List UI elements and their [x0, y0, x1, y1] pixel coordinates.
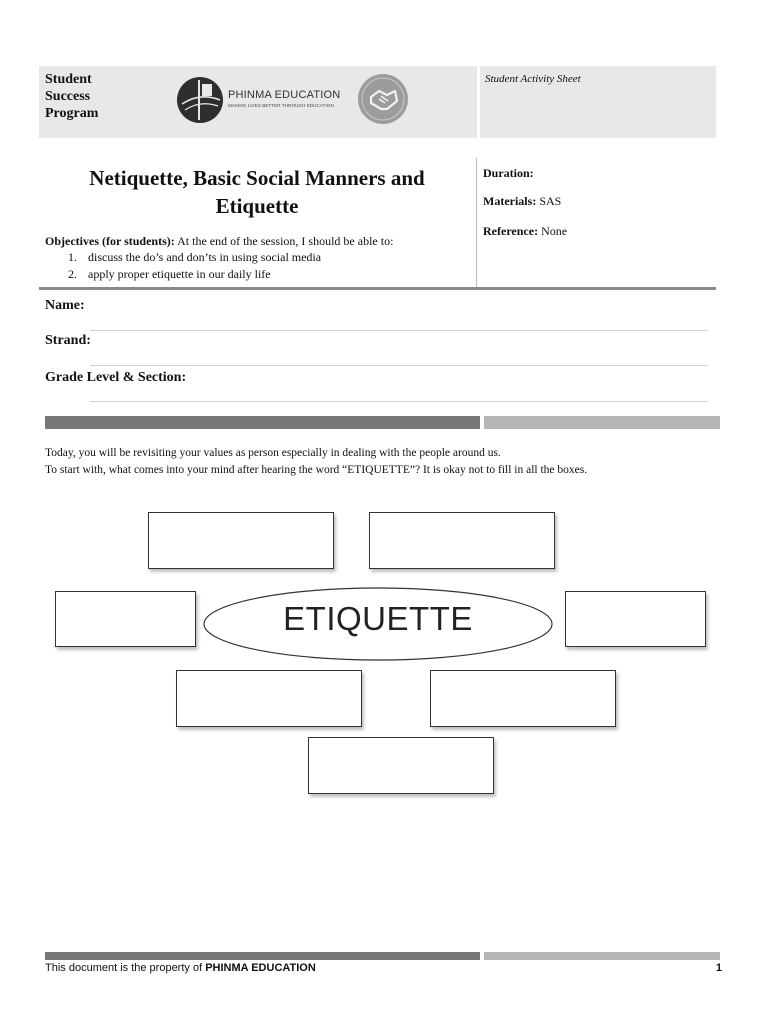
- intro-text: Today, you will be revisiting your values as person especially in dealing with the people around us.: [45, 447, 501, 459]
- answer-box[interactable]: [369, 512, 555, 569]
- sheet-type-label: Student Activity Sheet: [485, 73, 581, 85]
- section-bar-light: [484, 416, 720, 429]
- answer-box[interactable]: [308, 737, 494, 794]
- duration-info: Duration:: [483, 166, 534, 180]
- name-label: Name:: [45, 298, 85, 313]
- logo-name: PHINMA EDUCATION: [228, 89, 341, 101]
- grade-section-field[interactable]: [90, 401, 708, 402]
- footer-bar-light: [484, 952, 720, 960]
- answer-box[interactable]: [55, 591, 196, 647]
- footer-ownership: This document is the property of PHINMA EDUCATION: [45, 962, 316, 974]
- answer-box[interactable]: [430, 670, 616, 727]
- strand-label: Strand:: [45, 333, 91, 348]
- page-number: 1: [715, 962, 722, 974]
- name-field[interactable]: [90, 330, 708, 331]
- objectives-list: [68, 249, 321, 283]
- page-title: Netiquette, Basic Social Manners and Etiquette: [89, 166, 425, 218]
- title-block-divider: [476, 158, 477, 288]
- materials-info: Materials: SAS: [483, 194, 562, 208]
- section-divider: [39, 287, 716, 290]
- instruction-text: To start with, what comes into your mind after hearing the word “ETIQUETTE”? It is okay not to fill in all the boxes.: [45, 464, 588, 476]
- handshake-seal-icon: [357, 73, 409, 125]
- center-label: ETIQUETTE: [283, 600, 473, 637]
- grade-section-label: Grade Level & Section:: [45, 370, 187, 385]
- answer-box[interactable]: [176, 670, 362, 727]
- objectives-heading: Objectives (for students): At the end of the session, I should be able to:: [45, 234, 394, 248]
- reference-info: Reference: None: [483, 224, 568, 238]
- objective-item: 1. discuss the do’s and don’ts in using social media: [68, 250, 322, 264]
- program-name: Student Success Program: [45, 72, 99, 121]
- answer-box[interactable]: [565, 591, 706, 647]
- footer-bar-dark: [45, 952, 480, 960]
- strand-field[interactable]: [90, 365, 708, 366]
- objective-item: 2. apply proper etiquette in our daily life: [68, 267, 271, 281]
- section-bar-dark: [45, 416, 480, 429]
- logo-tagline: MAKING LIVES BETTER THROUGH EDUCATION: [228, 103, 334, 108]
- answer-box[interactable]: [148, 512, 334, 569]
